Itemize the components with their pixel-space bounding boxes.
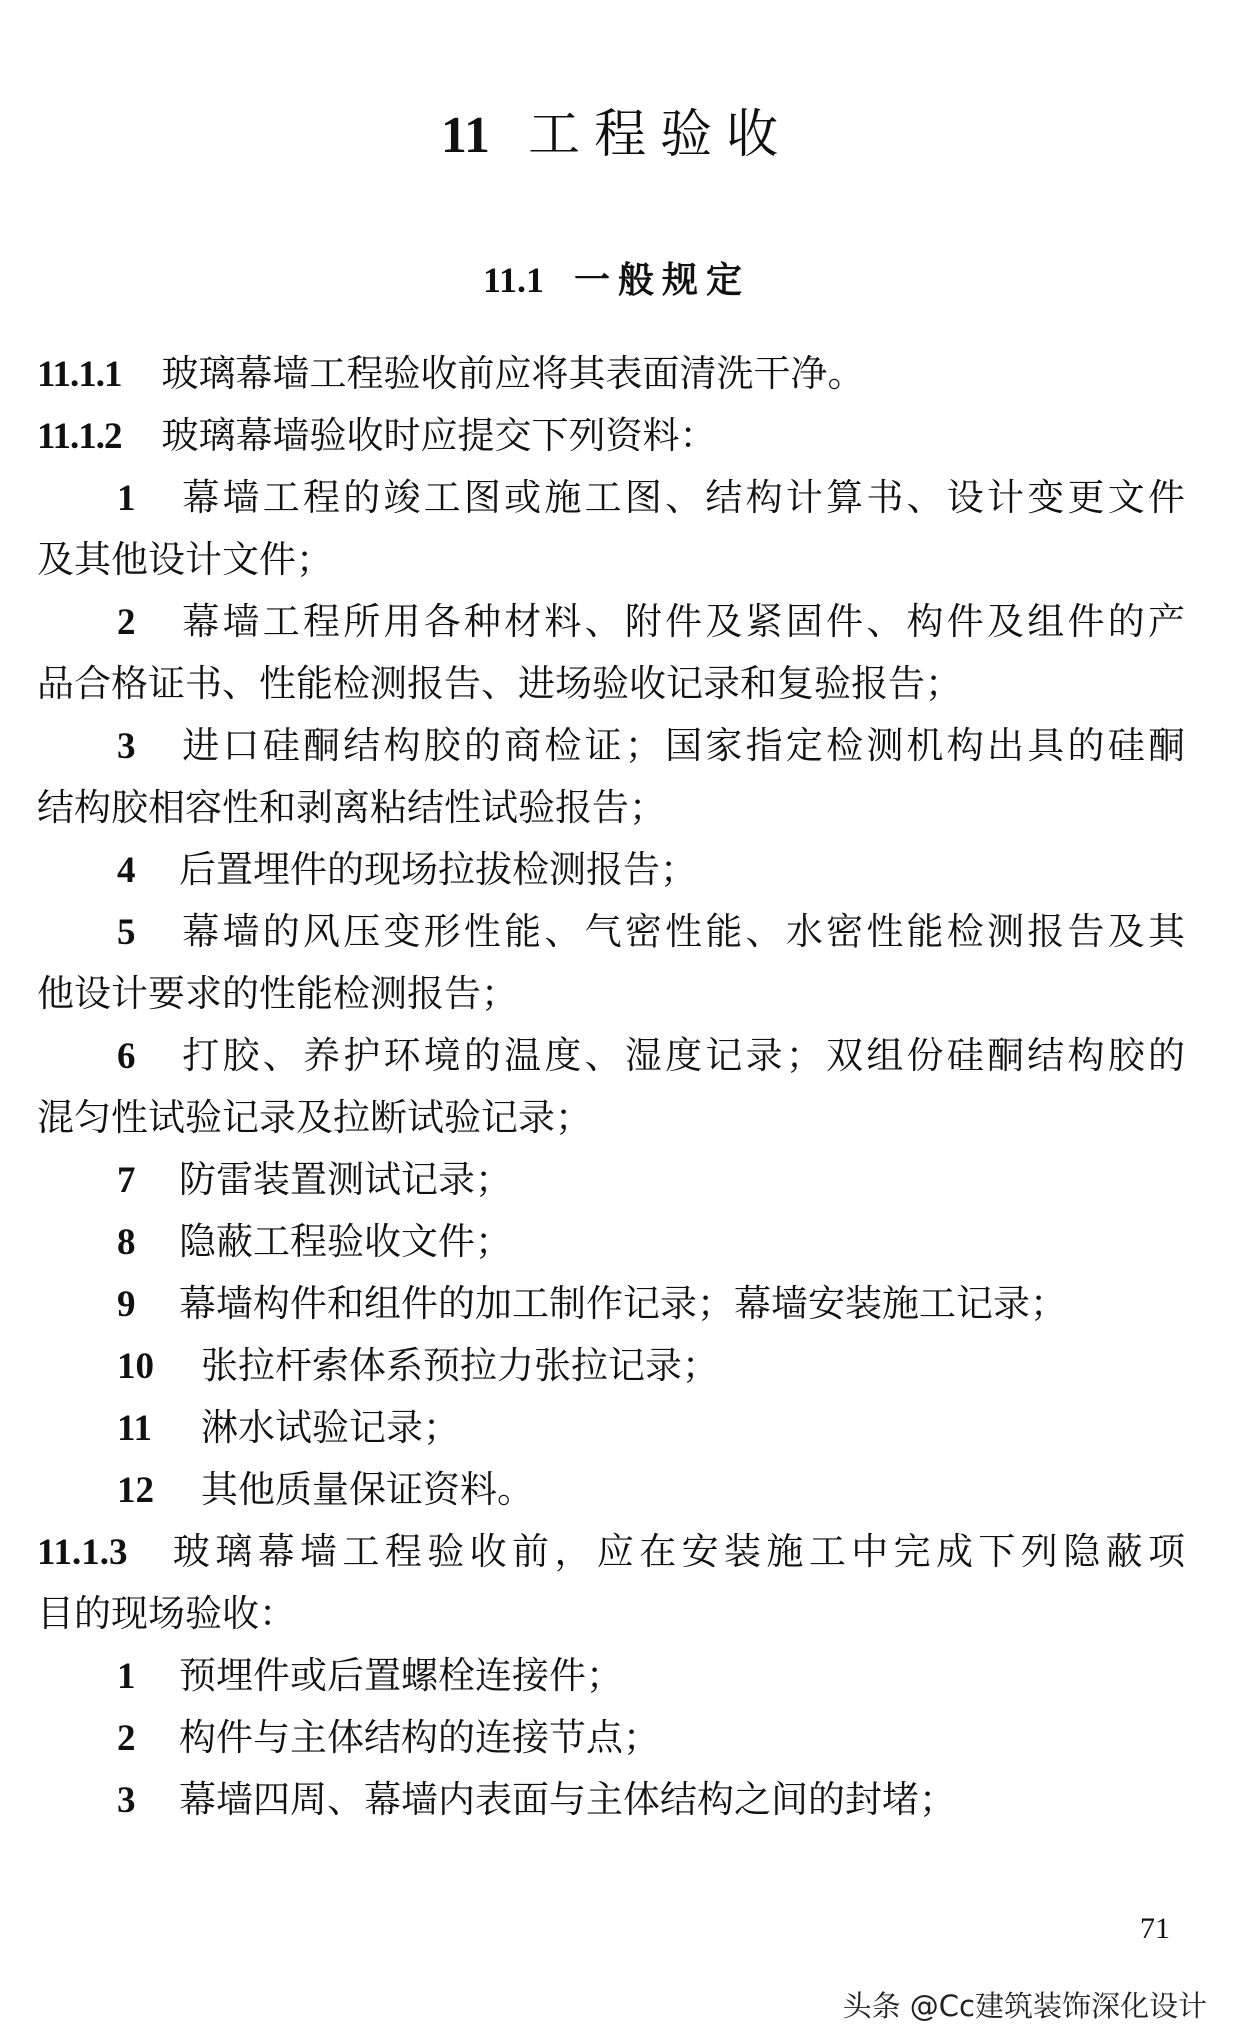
item-number: 7 [117, 1160, 136, 1201]
list-item [117, 848, 697, 894]
item-text: 构件与主体结构的连接节点； [179, 1718, 660, 1759]
clause-11-1-2 [37, 414, 716, 460]
clause-11-1-3 [37, 1530, 1185, 1576]
item-continuation: 品合格证书、性能检测报告、进场验收记录和复验报告； [37, 664, 962, 705]
item-number: 12 [117, 1470, 154, 1511]
item-continuation: 结构胶相容性和剥离粘结性试验报告； [37, 788, 666, 829]
item-text: 隐蔽工程验收文件； [179, 1222, 512, 1263]
clause-text: 玻璃幕墙工程验收前，应在安装施工中完成下列隐蔽项 [167, 1532, 1185, 1573]
list-item [117, 724, 1185, 770]
item-continuation: 他设计要求的性能检测报告； [37, 974, 518, 1015]
clause-text: 玻璃幕墙工程验收前应将其表面清洗干净。 [161, 354, 865, 395]
list-item [117, 600, 1185, 646]
section-title [0, 252, 1233, 303]
item-continuation: 混匀性试验记录及拉断试验记录； [37, 1098, 592, 1139]
section-title-text: 一般规定 [574, 260, 751, 300]
item-text: 幕墙工程所用各种材料、附件及紧固件、构件及组件的产 [179, 602, 1185, 643]
page-number: 71 [1140, 1912, 1170, 1945]
chapter-title [0, 92, 1233, 167]
clause-continuation: 目的现场验收： [37, 1594, 296, 1635]
item-text: 防雷装置测试记录； [179, 1160, 512, 1201]
item-number: 2 [117, 1718, 136, 1759]
list-item [117, 1344, 719, 1390]
list-item [117, 1158, 512, 1204]
clause-number: 11.1.3 [37, 1532, 128, 1573]
list-item [117, 1468, 534, 1514]
clause-text: 玻璃幕墙验收时应提交下列资料： [161, 416, 717, 457]
item-text: 打胶、养护环境的温度、湿度记录；双组份硅酮结构胶的 [179, 1036, 1185, 1077]
item-number: 1 [117, 478, 136, 519]
list-item [117, 1034, 1185, 1080]
item-number: 5 [117, 912, 136, 953]
clause-11-1-1 [37, 352, 864, 398]
item-text: 幕墙构件和组件的加工制作记录；幕墙安装施工记录； [179, 1284, 1067, 1325]
list-item [117, 1220, 512, 1266]
item-continuation: 及其他设计文件； [37, 540, 333, 581]
item-text: 张拉杆索体系预拉力张拉记录； [201, 1346, 719, 1387]
item-text: 淋水试验记录； [201, 1408, 460, 1449]
item-number: 8 [117, 1222, 136, 1263]
list-item [117, 1716, 660, 1762]
item-text: 幕墙的风压变形性能、气密性能、水密性能检测报告及其 [179, 912, 1185, 953]
item-number: 11 [117, 1408, 152, 1449]
list-item [117, 476, 1185, 522]
watermark: 头条 @Cc建筑装饰深化设计 [842, 1989, 1207, 2023]
list-item [117, 1406, 460, 1452]
chapter-number: 11 [440, 107, 491, 164]
item-number: 4 [117, 850, 136, 891]
list-item [117, 910, 1185, 956]
chapter-title-text: 工程验收 [528, 107, 793, 164]
item-text: 幕墙四周、幕墙内表面与主体结构之间的封堵； [179, 1780, 956, 1821]
item-text: 后置埋件的现场拉拔检测报告； [179, 850, 697, 891]
item-text: 进口硅酮结构胶的商检证；国家指定检测机构出具的硅酮 [179, 726, 1185, 767]
list-item [117, 1282, 1067, 1328]
item-text: 幕墙工程的竣工图或施工图、结构计算书、设计变更文件 [179, 478, 1185, 519]
item-number: 3 [117, 1780, 136, 1821]
list-item [117, 1654, 623, 1700]
item-number: 2 [117, 602, 136, 643]
item-number: 6 [117, 1036, 136, 1077]
item-number: 9 [117, 1284, 136, 1325]
clause-number: 11.1.2 [37, 416, 122, 457]
item-number: 10 [117, 1346, 154, 1387]
item-number: 1 [117, 1656, 136, 1697]
item-text: 其他质量保证资料。 [201, 1470, 534, 1511]
list-item [117, 1778, 956, 1824]
item-number: 3 [117, 726, 136, 767]
item-text: 预埋件或后置螺栓连接件； [179, 1656, 623, 1697]
clause-number: 11.1.1 [37, 354, 122, 395]
section-number: 11.1 [482, 260, 544, 300]
